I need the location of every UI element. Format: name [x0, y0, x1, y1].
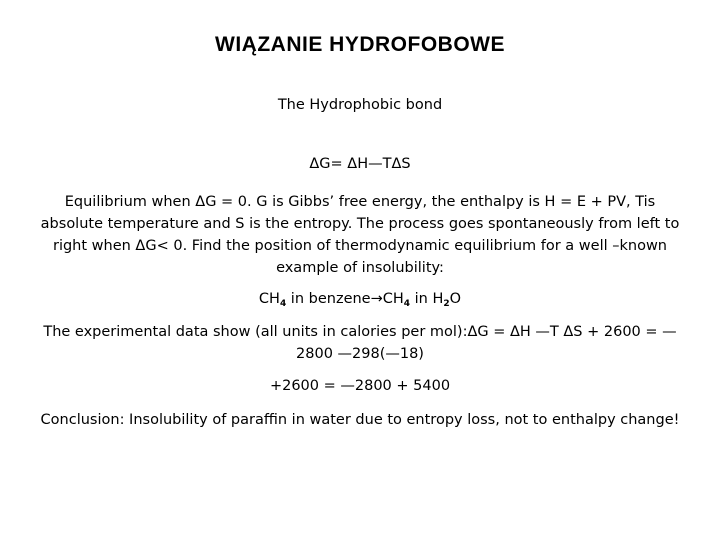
- gibbs-equation: ΔG= ΔH—TΔS: [309, 156, 411, 172]
- experimental-data-paragraph: The experimental data show (all units in calories per mol):ΔG = ΔH —T ΔS + 2600 = —2800 —298(—18): [43, 324, 677, 362]
- conclusion: Conclusion: Insolubility of paraffin in water due to entropy loss, not to enthalpy change!: [40, 412, 680, 428]
- subtitle: The Hydrophobic bond: [277, 97, 443, 113]
- reaction-right-sub: 4: [403, 299, 411, 309]
- reaction-right-mid: in H: [410, 291, 444, 307]
- water-sub: 2: [443, 299, 450, 309]
- result-equation: +2600 = —2800 + 5400: [269, 378, 451, 394]
- equilibrium-paragraph: Equilibrium when ΔG = 0. G is Gibbs’ free energy, the enthalpy is H = E + PV, Tis absolute temperature and S is the entropy. The process goes spontaneously from left to right when ΔG< 0. Find the position of thermodynamic equilibrium for a well –known example of insolubility:: [40, 194, 680, 276]
- slide-title: WIĄZANIE HYDROFOBOWE: [215, 33, 505, 56]
- reaction-left-sub: 4: [279, 299, 287, 309]
- reaction-right-suffix: O: [449, 291, 462, 307]
- reaction-line: [40, 288, 680, 315]
- reaction-left: CH: [258, 291, 280, 307]
- reaction-middle: in benzene→CH: [286, 291, 404, 307]
